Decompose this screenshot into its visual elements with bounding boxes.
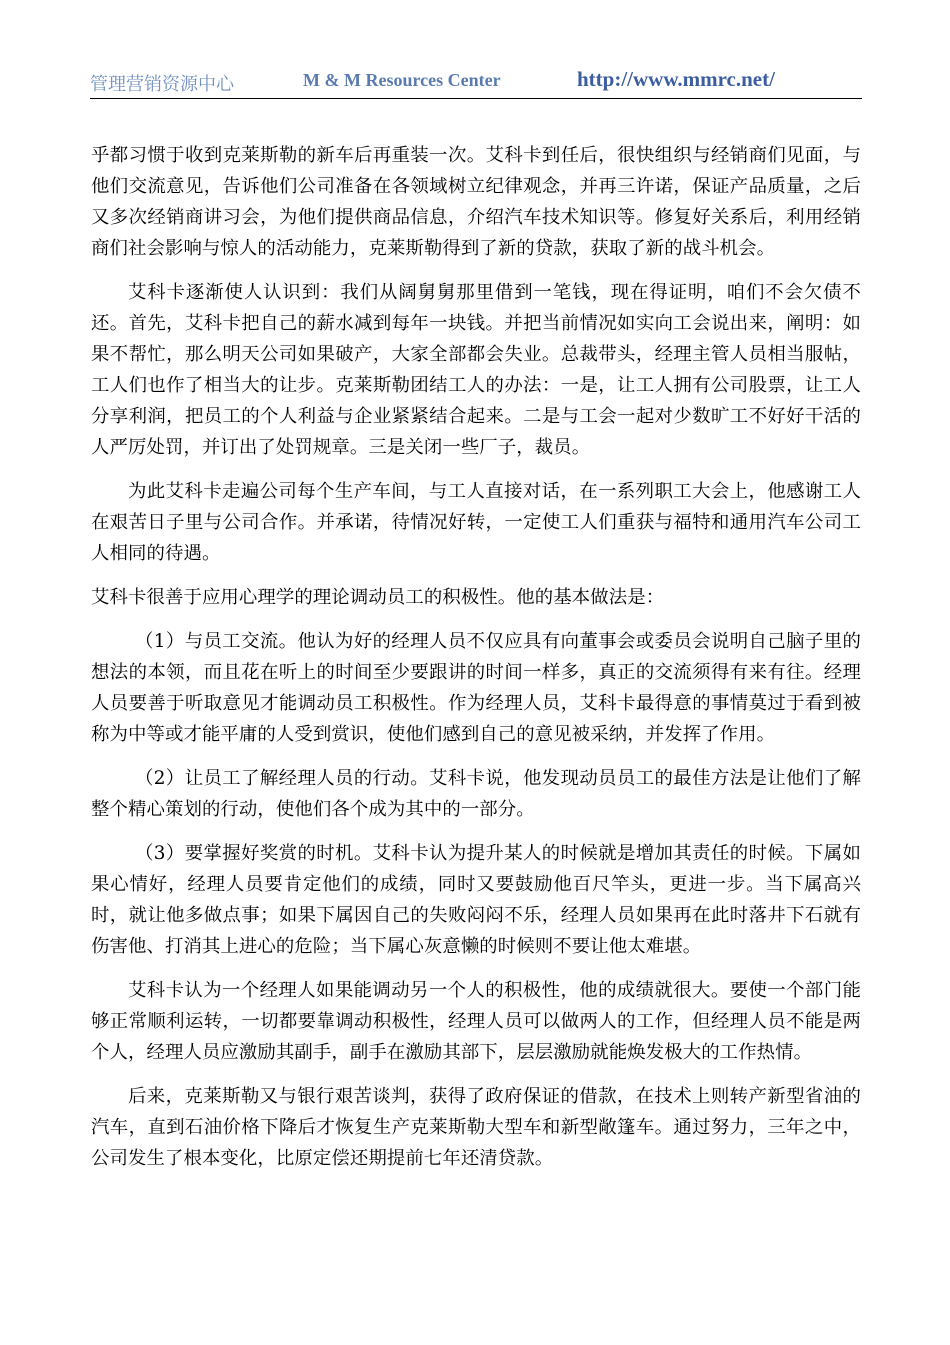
paragraph-iacocca-debt: 艾科卡逐渐使人认识到：我们从阔舅舅那里借到一笔钱，现在得证明，咱们不会欠债不还。首先，艾科卡把自己的薪水减到每年一块钱。并把当前情况如实向工会说出来，阐明：如果不帮忙，那么明天公司如果破产，大家全部都会失业。总裁带头，经理主管人员相当服帖，工人们也作了相当大的让步。克莱斯勒团结工人的办法：一是，让工人拥有公司股票，让工人分享利润，把员工的个人利益与企业紧紧结合起来。二是与工会一起对少数旷工不好好干活的人严厉处罚，并订出了处罚规章。三是关闭一些厂子，裁员。 — [91, 282, 861, 458]
header-org-cn: 管理营销资源中心 — [90, 74, 234, 95]
header-url-link[interactable]: http://www.mmrc.net/ — [577, 67, 775, 91]
list-item-understand-actions: （2）让员工了解经理人员的行动。艾科卡说，他发现动员员工的最佳方法是让他们了解整个精心策划的行动，使他们各个成为其中的一部分。 — [91, 768, 861, 820]
list-item-reward-timing: （3）要掌握好奖赏的时机。艾科卡认为提升某人的时候就是增加其责任的时候。下属如果心情好，经理人员要肯定他们的成绩，同时又要鼓励他百尺竿头，更进一步。当下属高兴时，就让他多做点事；如果下属因自己的失败闷闷不乐，经理人员如果再在此时落井下石就有伤害他、打消其上进心的危险；当下属心灰意懒的时候则不要让他太难堪。 — [91, 843, 861, 957]
paragraph-workshop-visits: 为此艾科卡走遍公司每个生产车间，与工人直接对话，在一系列职工大会上，他感谢工人在艰苦日子里与公司合作。并承诺，待情况好转，一定使工人们重获与福特和通用汽车公司工人相同的待遇。 — [91, 481, 861, 564]
document-body — [91, 140, 861, 1187]
list-item-communication: （1）与员工交流。他认为好的经理人员不仅应具有向董事会或委员会说明自己脑子里的想法的本领，而且花在听上的时间至少要跟讲的时间一样多，真正的交流须得有来有往。经理人员要善于听取意见才能调动员工积极性。作为经理人员，艾科卡最得意的事情莫过于看到被称为中等或才能平庸的人受到赏识，使他们感到自己的意见被采纳，并发挥了作用。 — [91, 631, 861, 745]
page-header — [90, 68, 862, 99]
paragraph-motivation: 艾科卡认为一个经理人如果能调动另一个人的积极性，他的成绩就很大。要使一个部门能够正常顺利运转，一切都要靠调动积极性，经理人员可以做两人的工作，但经理人员不能是两个人，经理人员应激励其副手，副手在激励其部下，层层激励就能焕发极大的工作热情。 — [91, 980, 861, 1063]
paragraph-psychology-intro: 艾科卡很善于应用心理学的理论调动员工的积极性。他的基本做法是： — [91, 587, 665, 608]
paragraph-outcome: 后来，克莱斯勒又与银行艰苦谈判，获得了政府保证的借款，在技术上则转产新型省油的汽车，直到石油价格下降后才恢复生产克莱斯勒大型车和新型敞篷车。通过努力，三年之中，公司发生了根本变化，比原定偿还期提前七年还清贷款。 — [91, 1086, 861, 1169]
paragraph-continued: 乎都习惯于收到克莱斯勒的新车后再重装一次。艾科卡到任后，很快组织与经销商们见面，与他们交流意见，告诉他们公司准备在各领域树立纪律观念，并再三许诺，保证产品质量，之后又多次经销商讲习会，为他们提供商品信息，介绍汽车技术知识等。修复好关系后，利用经销商们社会影响与惊人的活动能力，克莱斯勒得到了新的贷款，获取了新的战斗机会。 — [91, 145, 861, 259]
header-org-en: M & M Resources Center — [303, 70, 501, 90]
